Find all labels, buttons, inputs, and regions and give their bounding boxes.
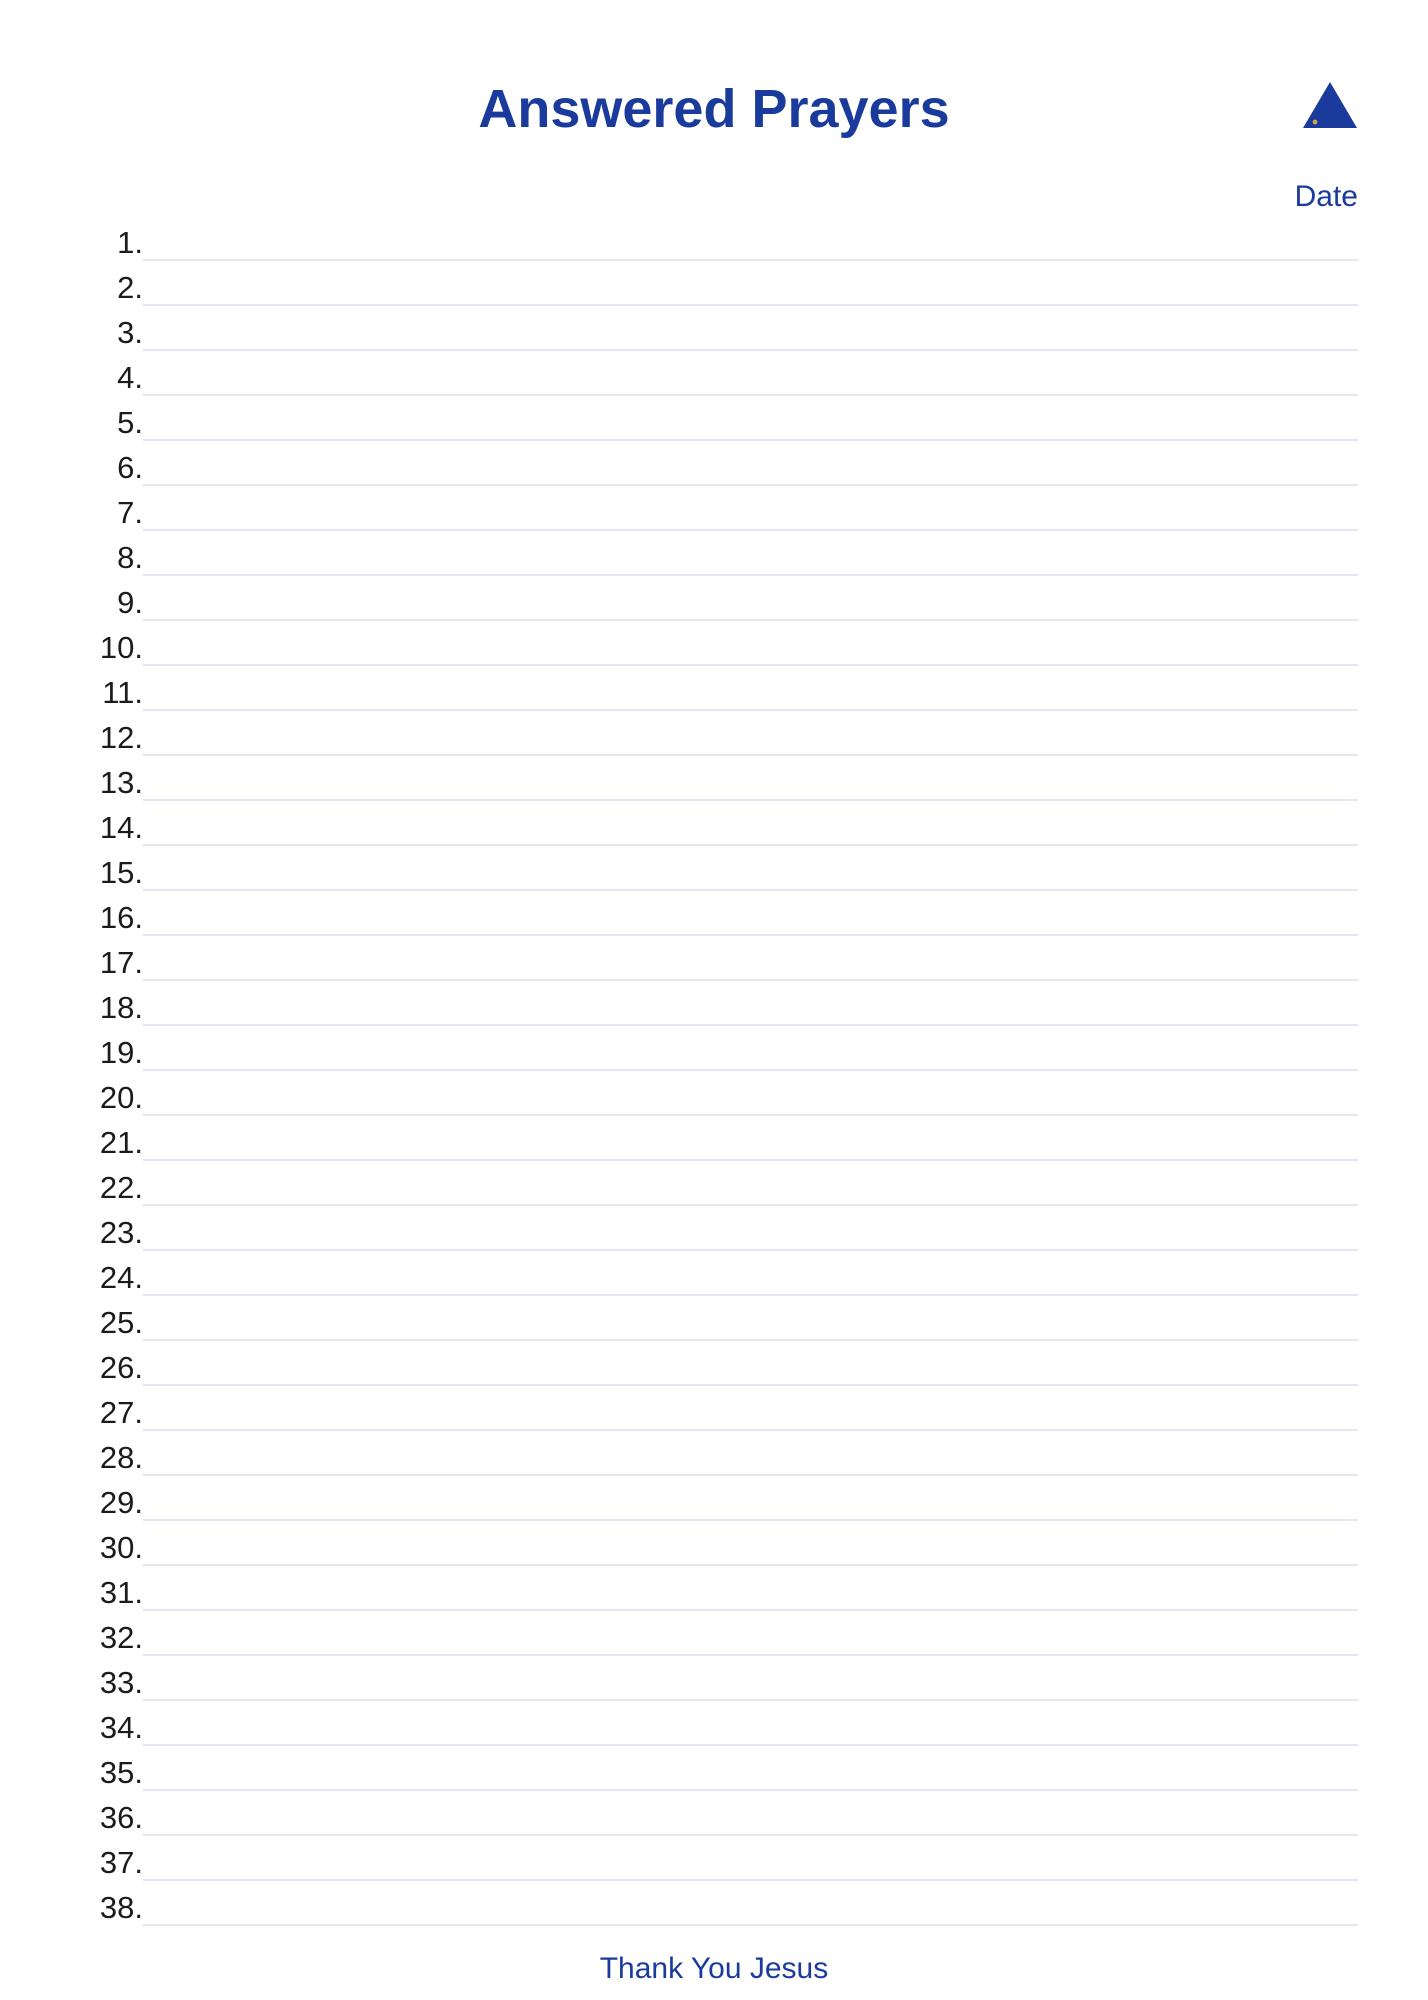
list-item-number: 19. xyxy=(99,1035,143,1070)
writing-line[interactable] xyxy=(143,1249,1358,1251)
writing-line[interactable] xyxy=(143,1879,1358,1881)
writing-line[interactable] xyxy=(143,1519,1358,1521)
list-item xyxy=(0,988,1428,1033)
writing-line[interactable] xyxy=(143,1204,1358,1206)
writing-line[interactable] xyxy=(143,574,1358,576)
list-item-number: 16. xyxy=(99,900,143,935)
list-item xyxy=(0,493,1428,538)
writing-line[interactable] xyxy=(143,1834,1358,1836)
writing-line[interactable] xyxy=(143,1474,1358,1476)
list-item xyxy=(0,943,1428,988)
list-item-number: 11. xyxy=(102,675,143,710)
list-item-number: 4. xyxy=(117,360,143,395)
list-item-number: 32. xyxy=(99,1620,143,1655)
list-item-number: 23. xyxy=(99,1215,143,1250)
list-item xyxy=(0,1168,1428,1213)
list-item xyxy=(0,1348,1428,1393)
writing-line[interactable] xyxy=(143,1654,1358,1656)
list-item xyxy=(0,223,1428,268)
writing-line[interactable] xyxy=(143,349,1358,351)
list-item xyxy=(0,1123,1428,1168)
list-item-number: 36. xyxy=(99,1800,143,1835)
list-item-number: 20. xyxy=(99,1080,143,1115)
prayer-list xyxy=(0,223,1428,1933)
writing-line[interactable] xyxy=(143,1159,1358,1161)
list-item xyxy=(0,1033,1428,1078)
writing-line[interactable] xyxy=(143,1924,1358,1926)
list-item-number: 2. xyxy=(117,270,143,305)
list-item-number: 26. xyxy=(99,1350,143,1385)
writing-line[interactable] xyxy=(143,259,1358,261)
writing-line[interactable] xyxy=(143,844,1358,846)
writing-line[interactable] xyxy=(143,1609,1358,1611)
list-item-number: 12. xyxy=(99,720,143,755)
list-item-number: 33. xyxy=(99,1665,143,1700)
writing-line[interactable] xyxy=(143,484,1358,486)
writing-line[interactable] xyxy=(143,1114,1358,1116)
writing-line[interactable] xyxy=(143,799,1358,801)
list-item xyxy=(0,448,1428,493)
list-item-number: 30. xyxy=(99,1530,143,1565)
list-item xyxy=(0,1438,1428,1483)
list-item xyxy=(0,1078,1428,1123)
writing-line[interactable] xyxy=(143,889,1358,891)
list-item-number: 29. xyxy=(99,1485,143,1520)
list-item xyxy=(0,1708,1428,1753)
list-item-number: 8. xyxy=(117,540,143,575)
list-item xyxy=(0,538,1428,583)
list-item xyxy=(0,1618,1428,1663)
writing-line[interactable] xyxy=(143,1384,1358,1386)
writing-line[interactable] xyxy=(143,934,1358,936)
list-item-number: 3. xyxy=(117,315,143,350)
list-item-number: 13. xyxy=(99,765,143,800)
writing-line[interactable] xyxy=(143,1294,1358,1296)
list-item-number: 9. xyxy=(117,585,143,620)
writing-line[interactable] xyxy=(143,1069,1358,1071)
writing-line[interactable] xyxy=(143,394,1358,396)
list-item-number: 5. xyxy=(117,405,143,440)
list-item-number: 6. xyxy=(117,450,143,485)
writing-line[interactable] xyxy=(143,304,1358,306)
list-item xyxy=(0,1303,1428,1348)
list-item xyxy=(0,808,1428,853)
page-title: Answered Prayers xyxy=(478,79,950,139)
writing-line[interactable] xyxy=(143,1429,1358,1431)
list-item xyxy=(0,313,1428,358)
list-item-number: 1. xyxy=(117,225,143,260)
list-item xyxy=(0,268,1428,313)
writing-line[interactable] xyxy=(143,1789,1358,1791)
list-item xyxy=(0,853,1428,898)
list-item xyxy=(0,1798,1428,1843)
list-item xyxy=(0,1663,1428,1708)
list-item xyxy=(0,1888,1428,1933)
date-column-label: Date xyxy=(1294,180,1358,213)
list-item-number: 25. xyxy=(99,1305,143,1340)
list-item xyxy=(0,1258,1428,1303)
triangle-logo-icon xyxy=(1302,80,1358,130)
list-item-number: 37. xyxy=(99,1845,143,1880)
writing-line[interactable] xyxy=(143,439,1358,441)
list-item xyxy=(0,718,1428,763)
writing-line[interactable] xyxy=(143,754,1358,756)
list-item-number: 28. xyxy=(99,1440,143,1475)
list-item-number: 31. xyxy=(99,1575,143,1610)
list-item xyxy=(0,1528,1428,1573)
list-item-number: 10. xyxy=(99,630,143,665)
writing-line[interactable] xyxy=(143,1339,1358,1341)
list-item-number: 27. xyxy=(99,1395,143,1430)
footer-text: Thank You Jesus xyxy=(599,1952,829,1985)
writing-line[interactable] xyxy=(143,1564,1358,1566)
writing-line[interactable] xyxy=(143,529,1358,531)
list-item-number: 17. xyxy=(99,945,143,980)
list-item-number: 24. xyxy=(99,1260,143,1295)
list-item-number: 22. xyxy=(99,1170,143,1205)
writing-line[interactable] xyxy=(143,979,1358,981)
list-item xyxy=(0,628,1428,673)
writing-line[interactable] xyxy=(143,1024,1358,1026)
list-item-number: 18. xyxy=(99,990,143,1025)
list-item xyxy=(0,403,1428,448)
writing-line[interactable] xyxy=(143,1744,1358,1746)
list-item xyxy=(0,1393,1428,1438)
writing-line[interactable] xyxy=(143,709,1358,711)
list-item xyxy=(0,763,1428,808)
list-item xyxy=(0,1573,1428,1618)
writing-line[interactable] xyxy=(143,619,1358,621)
list-item-number: 14. xyxy=(99,810,143,845)
list-item-number: 15. xyxy=(99,855,143,890)
list-item xyxy=(0,898,1428,943)
list-item xyxy=(0,1213,1428,1258)
list-item xyxy=(0,1483,1428,1528)
list-item xyxy=(0,1843,1428,1888)
list-item xyxy=(0,673,1428,718)
list-item xyxy=(0,1753,1428,1798)
list-item-number: 34. xyxy=(99,1710,143,1745)
list-item-number: 35. xyxy=(99,1755,143,1790)
list-item-number: 21. xyxy=(99,1125,143,1160)
list-item xyxy=(0,358,1428,403)
list-item-number: 38. xyxy=(99,1890,143,1925)
list-item-number: 7. xyxy=(117,495,143,530)
writing-line[interactable] xyxy=(143,664,1358,666)
writing-line[interactable] xyxy=(143,1699,1358,1701)
list-item xyxy=(0,583,1428,628)
